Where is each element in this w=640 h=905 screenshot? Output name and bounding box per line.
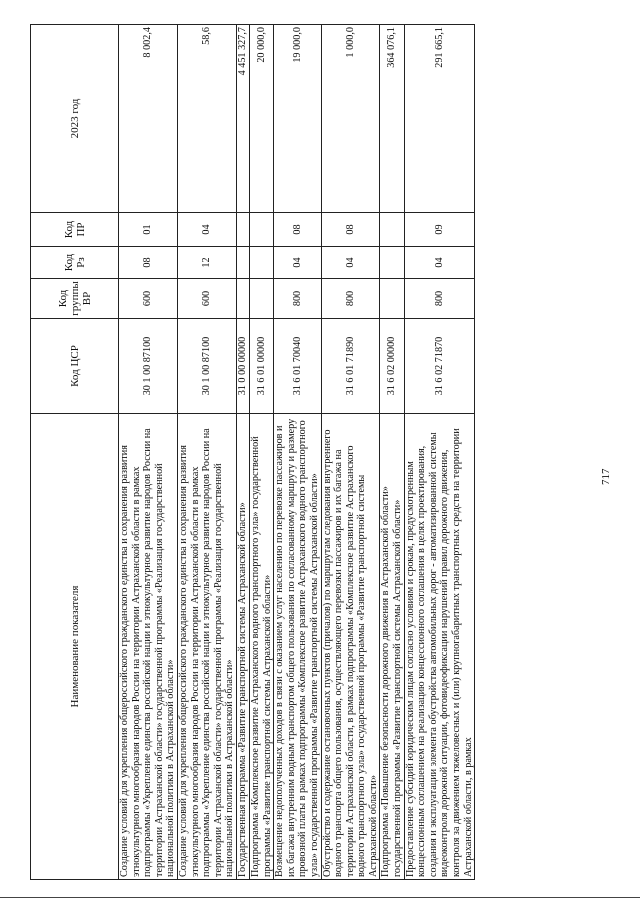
cell-name: Подпрограмма «Комплексное развитие Астраханского водного транспортного узла» государственной программы «Развитие транспортной системы Астраханской области» — [249, 414, 273, 880]
cell-csr: 31 6 02 71870 — [404, 319, 475, 414]
cell-name: Обустройство и содержание остановочных пунктов (причалов) по маршрутам следования внутреннего водного транспорта общего пользования, осуществляющего перевозки пассажиров и их багажа на территории Астраханской области, в рамках подпрограммы «Комплексное развитие Астраханского водного транспортного узла» государственной программы «Развитие транспортной системы Астраханской области» — [321, 414, 380, 880]
cell-csr: 31 6 01 71890 — [321, 319, 380, 414]
table-row — [119, 25, 178, 880]
scan-bottom-edge — [0, 897, 640, 898]
cell-rz: 04 — [274, 247, 321, 279]
cell-name: Создание условий для укрепления общероссийского гражданского единства и сохранения развития этнокультурного многообразия народов России на территории Астраханской области в рамках подпрограммы «Укрепление единства российской нации и этнокультурное развитие народов России на территории Астраханской области» государственной программы «Реализация государственной национальной политики в Астраханской области» — [119, 414, 178, 880]
header-pr: Код ПР — [31, 213, 119, 247]
cell-pr — [249, 213, 273, 247]
page-number: 717 — [600, 468, 612, 485]
cell-pr: 08 — [274, 213, 321, 247]
cell-csr: 31 6 01 00000 — [249, 319, 273, 414]
cell-vr: 600 — [119, 279, 178, 319]
cell-amount: 20 000,0 — [249, 25, 273, 213]
cell-rz: 12 — [177, 247, 236, 279]
table-row — [249, 25, 273, 880]
header-rz: Код Рз — [31, 247, 119, 279]
header-vr: Код группы ВР — [31, 279, 119, 319]
cell-name: Возмещение недополученных доходов в связи с оказанием услуг населению по перевозке пассажиров и их багажа внутренним водным транспортом общего пользования по согласованному маршруту и размеру провозной платы в рамках подпрограммы «Комплексное развитие Астраханского водного транспортного узла» государственной программы «Развитие транспортной системы Астраханской области» — [274, 414, 321, 880]
cell-pr: 08 — [321, 213, 380, 247]
cell-amount: 364 076,1 — [380, 25, 404, 213]
cell-vr — [249, 279, 273, 319]
cell-rz: 04 — [321, 247, 380, 279]
cell-csr: 30 1 00 87100 — [177, 319, 236, 414]
cell-amount: 58,6 — [177, 25, 236, 213]
budget-table — [30, 24, 475, 880]
cell-csr: 31 0 00 00000 — [236, 319, 249, 414]
table-row — [321, 25, 380, 880]
cell-name: Государственная программа «Развитие транспортной системы Астраханской области» — [236, 414, 249, 880]
cell-vr: 600 — [177, 279, 236, 319]
cell-csr: 30 1 00 87100 — [119, 319, 178, 414]
table-row — [177, 25, 236, 880]
cell-rz: 04 — [404, 247, 475, 279]
cell-pr: 04 — [177, 213, 236, 247]
cell-amount: 19 000,0 — [274, 25, 321, 213]
header-csr: Код ЦСР — [31, 319, 119, 414]
cell-vr: 800 — [404, 279, 475, 319]
cell-pr: 01 — [119, 213, 178, 247]
cell-amount: 4 451 327,7 — [236, 25, 249, 213]
cell-rz: 08 — [119, 247, 178, 279]
cell-csr: 31 6 02 00000 — [380, 319, 404, 414]
table-row — [236, 25, 249, 880]
cell-csr: 31 6 01 70040 — [274, 319, 321, 414]
table-row — [274, 25, 321, 880]
header-year: 2023 год — [31, 25, 119, 213]
cell-pr: 09 — [404, 213, 475, 247]
cell-rz — [249, 247, 273, 279]
cell-name: Создание условий для укрепления общероссийского гражданского единства и сохранения развития этнокультурного многообразия народов России на территории Астраханской области в рамках подпрограммы «Укрепление единства российской нации и этнокультурное развитие народов России на территории Астраханской области» государственной программы «Реализация государственной национальной политики в Астраханской области» — [177, 414, 236, 880]
cell-name: Подпрограмма «Повышение безопасности дорожного движения в Астраханской области» государственной программы «Развитие транспортной системы Астраханской области» — [380, 414, 404, 880]
cell-pr — [380, 213, 404, 247]
cell-pr — [236, 213, 249, 247]
table-row — [380, 25, 404, 880]
cell-amount: 291 665,1 — [404, 25, 475, 213]
cell-rz — [236, 247, 249, 279]
cell-vr — [380, 279, 404, 319]
cell-vr: 800 — [274, 279, 321, 319]
cell-vr — [236, 279, 249, 319]
cell-amount: 8 002,4 — [119, 25, 178, 213]
header-name: Наименование показателя — [31, 414, 119, 880]
table-row — [404, 25, 475, 880]
cell-amount: 1 000,0 — [321, 25, 380, 213]
cell-vr: 800 — [321, 279, 380, 319]
cell-name: Предоставление субсидий юридическим лицам согласно условиям и срокам, предусмотренным концессионным соглашением на реализацию концессионного соглашения в целях проектирования, создания и эксплуатации элемента обустройства автомобильных дорог - автоматизированной системы видеоконтроля дорожной ситуации, фотовидеофиксации нарушений правил дорожного движения, контроля за движением тяжеловесных и (или) крупногабаритных транспортных средств на территории Астраханской области, в рамках — [404, 414, 475, 880]
cell-rz — [380, 247, 404, 279]
table-header-row — [31, 25, 119, 880]
